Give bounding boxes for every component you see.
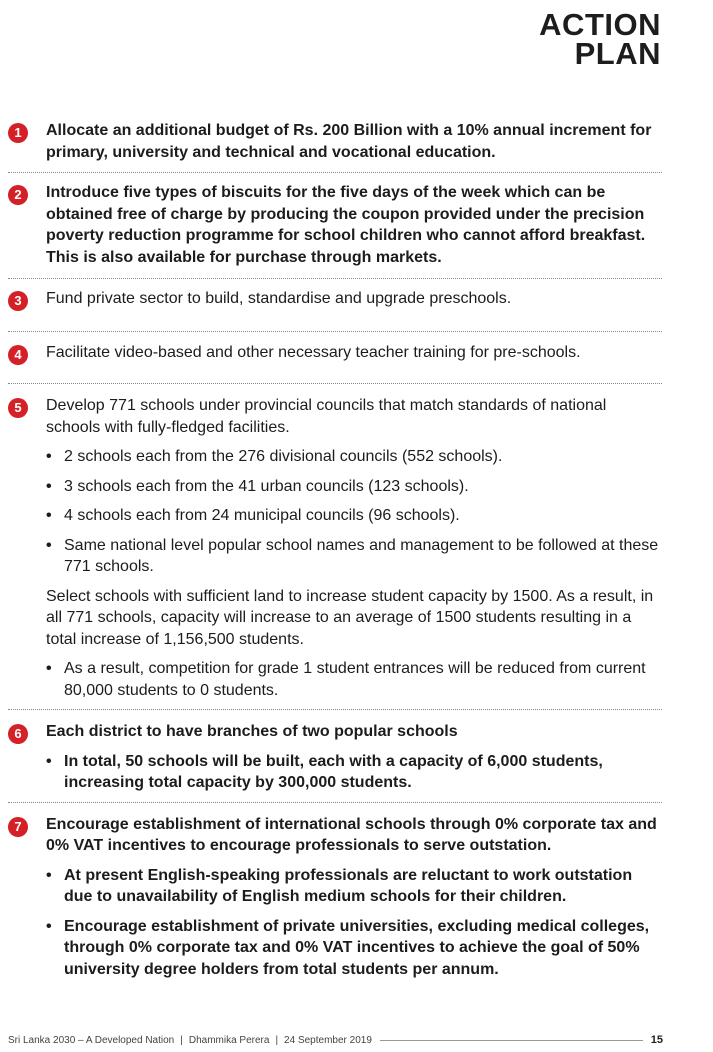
item-number-badge: 6 xyxy=(8,724,28,744)
item-text: Allocate an additional budget of Rs. 200 Billion with a 10% annual increment for primary, university and technical and vocational education. xyxy=(46,122,652,161)
list-item: • 2 schools each from the 276 divisional councils (552 schools). xyxy=(46,446,662,468)
footer-separator: | xyxy=(180,1034,183,1046)
item-number-badge: 5 xyxy=(8,398,28,418)
divider xyxy=(8,383,662,384)
header-line-1: ACTION xyxy=(539,7,661,42)
action-item-1 xyxy=(8,120,662,163)
action-item-7 xyxy=(8,814,662,981)
divider xyxy=(8,802,662,803)
footer-title: Sri Lanka 2030 – A Developed Nation xyxy=(8,1034,175,1046)
page-footer xyxy=(8,1034,663,1046)
header-line-2: PLAN xyxy=(574,36,661,71)
list-item: • 4 schools each from 24 municipal councils (96 schools). xyxy=(46,505,662,527)
page-header xyxy=(539,7,661,71)
action-item-5 xyxy=(8,395,662,701)
list-item: • At present English-speaking professionals are reluctant to work outstation due to unavailability of English medium schools for their children. xyxy=(46,865,662,908)
item-text: Introduce five types of biscuits for the five days of the week which can be obtained free of charge by producing the coupon provided under the precision poverty reduction programme for school children who cannot afford breakfast. This is also available for purchase through markets. xyxy=(46,184,646,266)
item-text: Fund private sector to build, standardise and upgrade preschools. xyxy=(46,290,512,307)
item-text: Each district to have branches of two popular schools xyxy=(46,723,458,740)
item-number-badge: 2 xyxy=(8,185,28,205)
item-text: Encourage establishment of international schools through 0% corporate tax and 0% VAT incentives to encourage professionals to serve outstation. xyxy=(46,815,657,854)
footer-separator: | xyxy=(275,1034,279,1046)
item-paragraph: Select schools with sufficient land to increase student capacity by 1500. As a result, in all 771 schools, capacity will increase to an average of 1500 students resulting in a total increase of 1,156,500 students. xyxy=(46,587,654,648)
item-text: Facilitate video-based and other necessary teacher training for pre-schools. xyxy=(46,343,581,361)
action-plan-list xyxy=(8,116,662,988)
list-item: • 3 schools each from the 41 urban councils (123 schools). xyxy=(46,476,662,498)
list-item: • In total, 50 schools will be built, each with a capacity of 6,000 students, increasing total capacity by 300,000 students. xyxy=(46,751,662,794)
list-item: • As a result, competition for grade 1 student entrances will be reduced from current 80,000 students to 0 students. xyxy=(46,658,662,701)
action-item-6 xyxy=(8,721,662,794)
footer-author: Dhammika Perera xyxy=(188,1034,270,1046)
divider xyxy=(8,331,662,332)
footer-date: 24 September 2019 xyxy=(284,1034,372,1046)
list-item: • Encourage establishment of private universities, excluding medical colleges, through 0% corporate tax and 0% VAT incentives to achieve the goal of 50% university degree holders from total students per annum. xyxy=(46,916,662,981)
item-number-badge: 7 xyxy=(8,817,28,837)
action-item-3 xyxy=(8,288,662,310)
item-number-badge: 3 xyxy=(8,291,28,311)
bullet-list xyxy=(46,751,662,794)
item-number-badge: 4 xyxy=(8,345,28,365)
bullet-list xyxy=(46,865,662,981)
divider xyxy=(8,278,662,279)
page-number: 15 xyxy=(650,1034,663,1046)
item-text: Develop 771 schools under provincial councils that match standards of national schools with fully-fledged facilities. xyxy=(46,397,607,436)
footer-rule xyxy=(380,1040,643,1041)
divider xyxy=(8,172,662,173)
action-item-2 xyxy=(8,182,662,268)
bullet-list xyxy=(46,446,662,578)
list-item: • Same national level popular school names and management to be followed at these 771 schools. xyxy=(46,535,662,578)
action-item-4 xyxy=(8,342,662,364)
bullet-list xyxy=(46,658,662,701)
item-number-badge: 1 xyxy=(8,123,28,143)
divider xyxy=(8,709,662,710)
